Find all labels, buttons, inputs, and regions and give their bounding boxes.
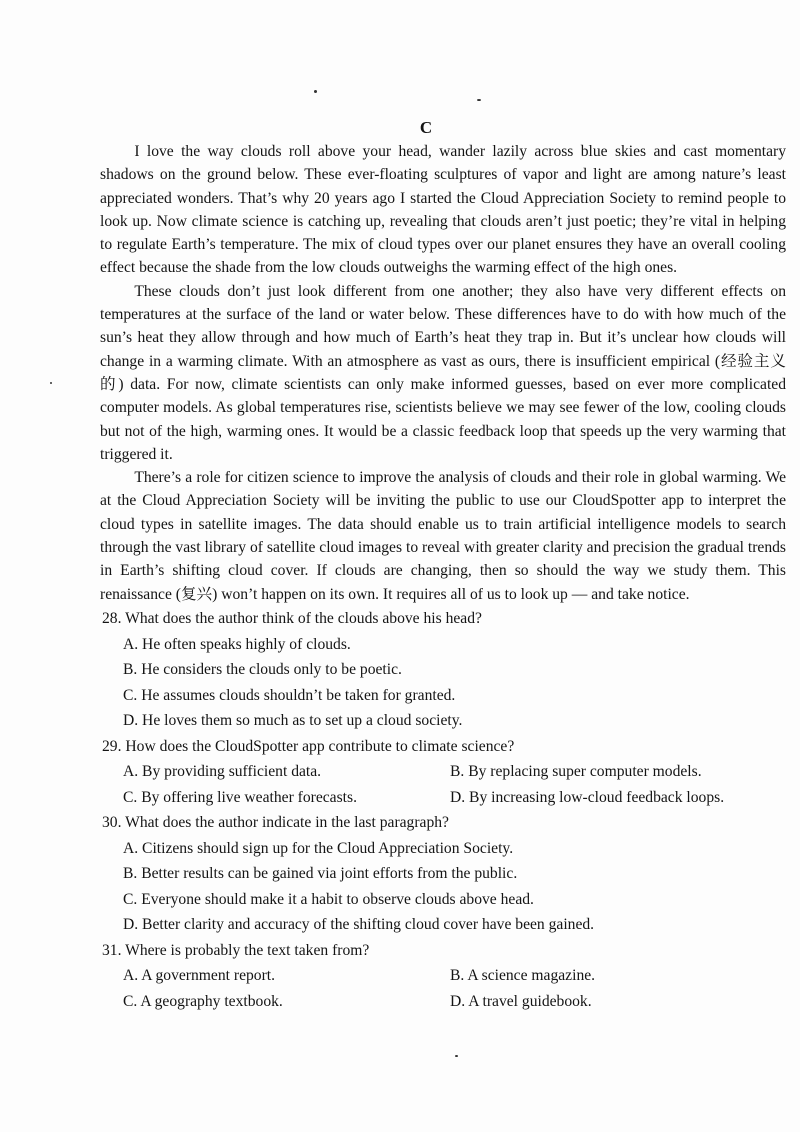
option-c: C. By offering live weather forecasts. — [123, 788, 357, 806]
option-d: D. He loves them so much as to set up a cloud society. — [123, 712, 463, 729]
option-d: D. A travel guidebook. — [450, 992, 592, 1010]
option-b: B. Better results can be gained via joint efforts from the public. — [123, 865, 518, 882]
option-d: D. By increasing low-cloud feedback loops. — [450, 788, 725, 806]
question-30 — [100, 810, 786, 938]
question-stem: 29. How does the CloudSpotter app contribute to climate science? — [102, 737, 515, 755]
option-a: A. A government report. — [123, 967, 276, 984]
option-d: D. Better clarity and accuracy of the shifting cloud cover have been gained. — [123, 916, 595, 933]
option-b: B. By replacing super computer models. — [450, 763, 702, 780]
option-row — [100, 989, 786, 1015]
passage-paragraph-1: I love the way clouds roll above your head, wander lazily across blue skies and cast momentary shadows on the ground below. These ever-floating sculptures of vapor and light are among nature’s least appreciated wonders. That’s why 20 years ago I started the Cloud Appreciation Society to remind people to look up. Now climate science is catching up, revealing that clouds aren’t just poetic; they’re vital in helping to regulate Earth’s temperature. The mix of cloud types over our planet ensures they have an overall cooling effect because the shade from the low clouds outweighs the warming effect of the high ones. — [100, 143, 786, 277]
option-c: C. A geography textbook. — [123, 992, 283, 1010]
scan-speck — [455, 1055, 458, 1057]
scan-speck — [314, 90, 317, 93]
option-a: A. Citizens should sign up for the Cloud Appreciation Society. — [123, 839, 514, 857]
reading-passage — [100, 140, 786, 606]
option-c: C. Everyone should make it a habit to observe clouds above head. — [123, 890, 534, 908]
option-a: A. He often speaks highly of clouds. — [123, 635, 351, 653]
option-row — [100, 785, 786, 811]
question-28 — [100, 606, 786, 734]
option-row — [100, 963, 786, 989]
question-29 — [100, 734, 786, 811]
question-stem: 30. What does the author indicate in the last paragraph? — [102, 814, 449, 831]
option-a: A. By providing sufficient data. — [123, 763, 322, 780]
option-c: C. He assumes clouds shouldn’t be taken for granted. — [123, 686, 456, 704]
scan-speck — [50, 382, 52, 384]
question-stem: 31. Where is probably the text taken from? — [102, 941, 370, 959]
option-b: B. He considers the clouds only to be poetic. — [123, 661, 402, 678]
section-letter: C — [419, 118, 433, 137]
scan-speck — [477, 99, 481, 101]
option-row — [100, 759, 786, 785]
passage-paragraph-3: There’s a role for citizen science to improve the analysis of clouds and their role in global warming. We at the Cloud Appreciation Society will be inviting the public to use our CloudSpotter app to interpret the cloud types in satellite images. The data should enable us to train artificial intelligence models to search through the vast library of satellite cloud images to reveal with greater clarity and precision the gradual trends in Earth’s shifting cloud cover. If clouds are changing, then so should the way we study them. This renaissance (复兴) won’t happen on its own. It requires all of us to look up — and take notice. — [100, 469, 786, 603]
question-list — [100, 606, 786, 1014]
question-stem: 28. What does the author think of the clouds above his head? — [102, 610, 482, 627]
option-b: B. A science magazine. — [450, 967, 596, 984]
question-31 — [100, 938, 786, 1015]
passage-paragraph-2: These clouds don’t just look different from one another; they also have very different effects on temperatures at the surface of the land or water below. These differences have to do with how much of the sun’s heat they allow through and how much of Earth’s heat they trap in. But it’s unclear how clouds will change in a warming climate. With an atmosphere as vast as ours, there is insufficient empirical (经验主义的) data. For now, climate scientists can only make informed guesses, based on ever more complicated computer models. As global temperatures rise, scientists believe we may see fewer of the low, cooling clouds but not of the high, warming ones. It would be a classic feedback loop that speeds up the very warming that triggered it. — [100, 282, 786, 463]
